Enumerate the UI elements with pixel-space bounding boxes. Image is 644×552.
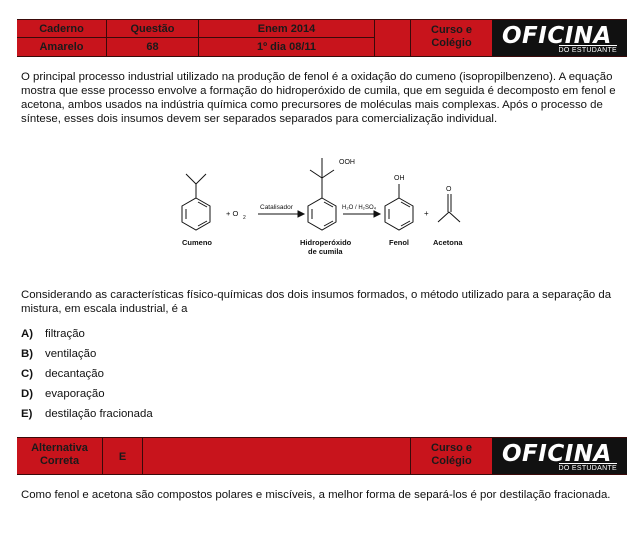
label-oh: OH xyxy=(394,175,405,182)
cumene-structure xyxy=(182,174,210,230)
label-hydroperoxide-1: Hidroperóxido xyxy=(300,238,352,247)
questao-label: Questão xyxy=(107,20,198,38)
option-letter: E) xyxy=(21,408,33,420)
option-c[interactable] xyxy=(21,367,321,387)
curso-colegio-label xyxy=(410,438,492,474)
brand-logo xyxy=(492,20,627,56)
brand-name: OFICINA xyxy=(502,441,612,467)
option-letter: B) xyxy=(21,348,34,360)
option-e[interactable] xyxy=(21,407,321,427)
brand-logo xyxy=(492,438,627,474)
option-text: ventilação xyxy=(45,348,97,360)
exam-label: Enem 2014 xyxy=(199,20,374,38)
label-o2-sub: 2 xyxy=(243,215,246,221)
curso-line2: Colégio xyxy=(431,455,472,467)
option-text: destilação fracionada xyxy=(45,408,153,420)
curso-line1: Curso e xyxy=(431,24,472,36)
brand-name: OFICINA xyxy=(502,23,612,49)
alt-line2: Correta xyxy=(39,455,80,467)
option-letter: C) xyxy=(21,368,34,380)
caderno-cell xyxy=(17,20,107,56)
option-letter: A) xyxy=(21,328,34,340)
label-conditions: H₂O / H₂SO₄ xyxy=(342,205,377,211)
alternativa-correta-label xyxy=(17,438,103,474)
answer-bar xyxy=(17,437,627,475)
option-b[interactable] xyxy=(21,347,321,367)
header-bar xyxy=(17,19,627,57)
questao-value: 68 xyxy=(146,41,159,53)
resolution-text: Como fenol e acetona são compostos polares e miscíveis, a melhor forma de separá-los é por destilação fracionada. xyxy=(21,489,611,501)
label-plus-o2: + O xyxy=(226,209,239,218)
phenol-structure xyxy=(385,184,413,230)
label-hydroperoxide-2: de cumila xyxy=(308,247,343,256)
option-text: evaporação xyxy=(45,388,105,400)
brand-tagline: DO ESTUDANTE xyxy=(558,47,617,54)
reaction-scheme xyxy=(178,154,478,264)
answer-options xyxy=(21,327,321,427)
label-cumeno: Cumeno xyxy=(182,238,212,247)
exam-date: 1º dia 08/11 xyxy=(256,41,317,53)
option-text: decantação xyxy=(45,368,104,380)
label-acetona: Acetona xyxy=(433,238,463,247)
exam-cell xyxy=(199,20,375,56)
curso-line1: Curso e xyxy=(431,442,472,454)
label-catalyst: Catalisador xyxy=(260,204,293,211)
caderno-label: Caderno xyxy=(17,20,106,38)
questao-cell xyxy=(107,20,199,56)
acetone-structure xyxy=(438,194,460,222)
label-plus: + xyxy=(424,209,429,218)
correct-answer-value: E xyxy=(103,438,143,474)
caderno-value: Amarelo xyxy=(39,41,84,53)
alt-line1: Alternativa xyxy=(31,442,88,454)
curso-colegio-label xyxy=(410,20,492,56)
label-fenol: Fenol xyxy=(389,238,409,247)
brand-tagline: DO ESTUDANTE xyxy=(558,465,617,472)
curso-line2: Colégio xyxy=(431,37,472,49)
label-ooh: OOH xyxy=(339,159,355,166)
question-paragraph: O principal processo industrial utilizado na produção de fenol é a oxidação do cumeno (isopropilbenzeno). A equação mostra que esse processo envolve a formação do hidroperóxido de cumila, que em seguida é decomposto em fenol e acetona, ambos usados na indústria química como precursores de moléculas mais complexas. Após o processo de síntese, esses dois insumos devem ser separados separados para comercialização individual. xyxy=(21,71,616,125)
question-prompt: Considerando as características físico-químicas dos dois insumos formados, o método utilizado para a separação da mistura, em escala industrial, é a xyxy=(21,289,612,315)
option-a[interactable] xyxy=(21,327,321,347)
label-o: O xyxy=(446,186,452,193)
option-letter: D) xyxy=(21,388,34,400)
hydroperoxide-structure xyxy=(308,158,336,230)
option-text: filtração xyxy=(45,328,85,340)
option-d[interactable] xyxy=(21,387,321,407)
